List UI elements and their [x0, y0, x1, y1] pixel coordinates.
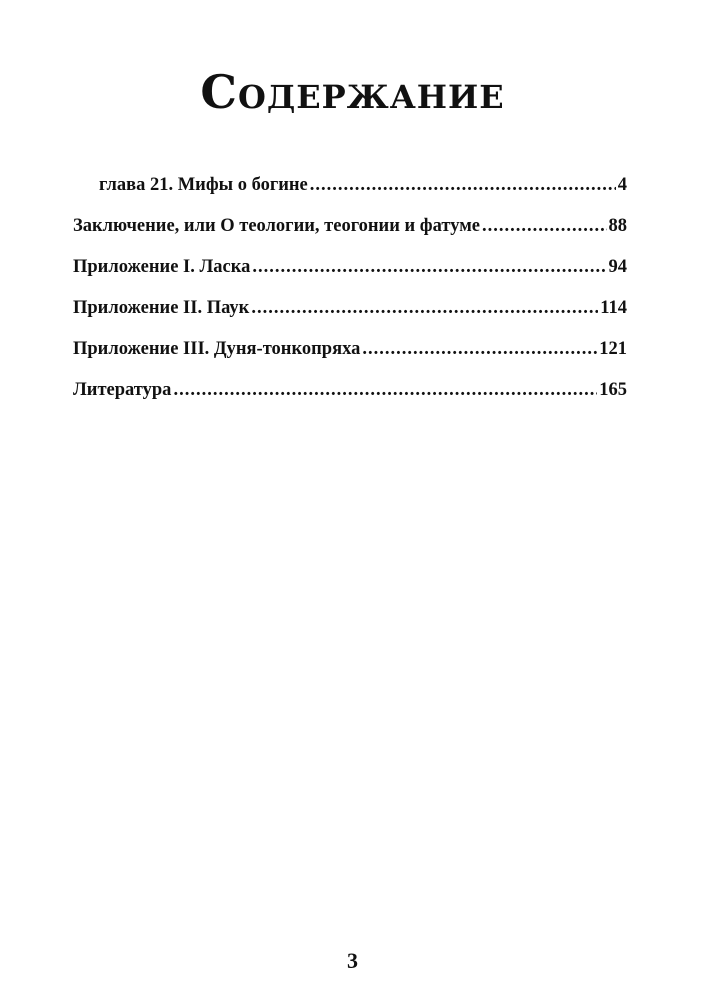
- toc-entry-title: Литература: [73, 380, 172, 400]
- toc-entry[interactable]: [73, 252, 627, 293]
- toc-entry-title: Приложение III. Дуня-тонкопряха: [73, 339, 361, 359]
- toc-entry-page: 88: [608, 216, 627, 236]
- toc-entry[interactable]: [73, 293, 627, 334]
- page-number: 3: [347, 948, 358, 973]
- toc-entry[interactable]: [73, 375, 627, 416]
- toc-entry-title: Заключение, или О теологии, теогонии и фатуме: [73, 216, 481, 236]
- toc-entry[interactable]: [73, 170, 627, 211]
- dot-leader: [310, 170, 616, 200]
- table-of-contents: [73, 170, 627, 416]
- dot-leader: [252, 252, 606, 282]
- dot-leader: [173, 375, 597, 405]
- toc-entry-page: 165: [599, 380, 627, 400]
- toc-entry[interactable]: [73, 334, 627, 375]
- dot-leader: [251, 293, 598, 323]
- toc-entry-page: 94: [608, 257, 627, 277]
- toc-entry-page: 121: [599, 339, 627, 359]
- toc-entry[interactable]: [73, 211, 627, 252]
- page-title: Содержание: [200, 65, 505, 119]
- toc-entry-title: глава 21. Мифы о богине: [99, 175, 308, 195]
- toc-entry-page: 4: [617, 175, 627, 195]
- toc-entry-page: 114: [600, 298, 627, 318]
- toc-entry-title: Приложение I. Ласка: [73, 257, 251, 277]
- toc-entry-title: Приложение II. Паук: [73, 298, 250, 318]
- dot-leader: [362, 334, 597, 364]
- dot-leader: [482, 211, 606, 241]
